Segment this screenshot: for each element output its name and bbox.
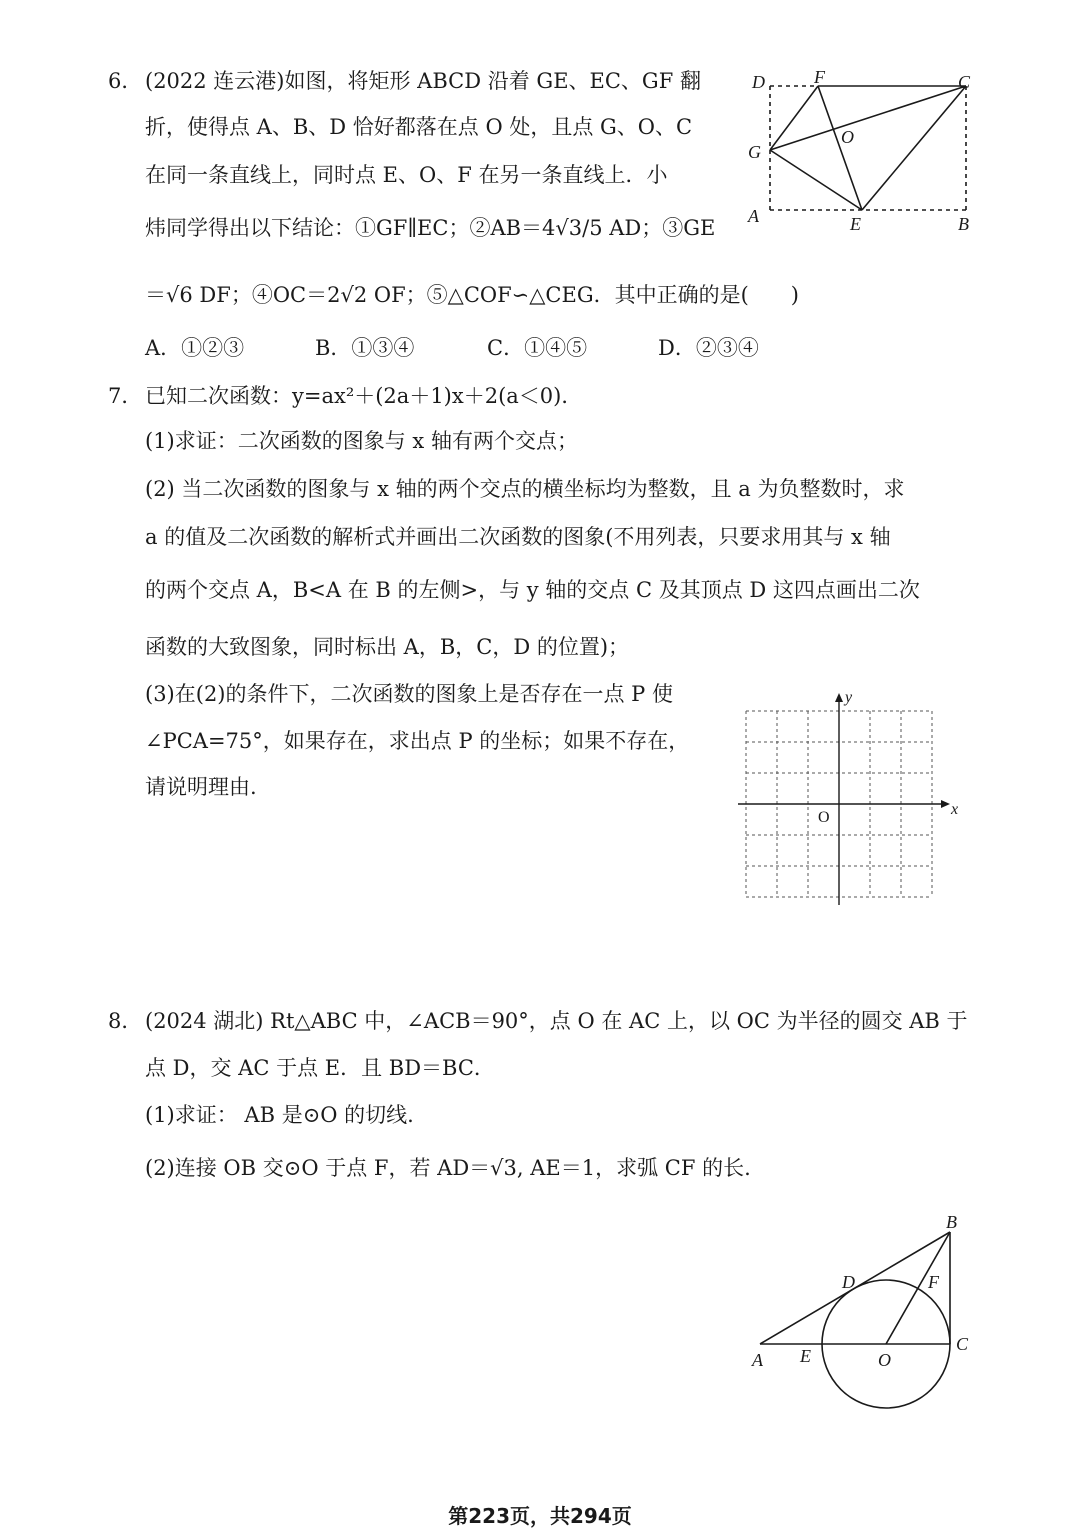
- q7-part3-line-2: ∠PCA=75°，如果存在，求出点 P 的坐标；如果不存在，: [145, 729, 690, 753]
- q8-number: 8．: [108, 1009, 143, 1033]
- q8-label-d: D: [842, 1272, 855, 1292]
- q7-part2-line-4: 函数的大致图象，同时标出 A，B，C，D 的位置)；: [145, 635, 630, 659]
- q7-part3-line-3: 请说明理由.: [145, 775, 257, 799]
- q8-label-a: A: [752, 1350, 763, 1370]
- q8-label-b: B: [946, 1212, 957, 1232]
- q7-stem: 已知二次函数：y=ax²＋(2a＋1)x＋2(a＜0)．: [145, 384, 583, 408]
- q6-option-c: C．①④⑤: [487, 336, 588, 360]
- q7-number: 7．: [108, 384, 143, 408]
- q6-label-o: O: [841, 127, 854, 147]
- q8-part2: (2)连接 OB 交⊙O 于点 F，若 AD＝√3, AE＝1，求弧 CF 的长.: [145, 1156, 751, 1180]
- q8-label-c: C: [956, 1334, 969, 1354]
- q7-part1: (1)求证：二次函数的图象与 x 轴有两个交点；: [145, 429, 578, 453]
- q6-number: 6．: [108, 69, 143, 93]
- q6-edge-ge: [770, 150, 862, 210]
- q8-label-o: O: [878, 1350, 891, 1370]
- q6-line-2: 折，使得点 A、B、D 恰好都落在点 O 处，且点 G、O、C: [145, 115, 693, 139]
- q7-y-label: y: [845, 689, 853, 706]
- q7-part3-line-1: (3)在(2)的条件下，二次函数的图象上是否存在一点 P 使: [145, 682, 673, 706]
- q8-segment-ab: [760, 1232, 950, 1344]
- q6-edge-ec: [862, 86, 966, 210]
- q6-label-d: D: [752, 72, 765, 92]
- q8-figure: [740, 1205, 980, 1445]
- q6-label-b: B: [958, 214, 969, 234]
- q6-figure: [740, 66, 1000, 236]
- q7-y-arrow: [835, 693, 843, 702]
- q6-line-4: 炜同学得出以下结论：①GF∥EC；②AB＝4√3/5 AD；③GE: [145, 216, 716, 240]
- page-footer: 第223页，共294页: [448, 1504, 632, 1528]
- q6-label-a: A: [748, 206, 759, 226]
- q6-edge-gc: [770, 86, 966, 150]
- q6-option-b: B．①③④: [315, 336, 415, 360]
- q6-line-5: ＝√6 DF；④OC＝2√2 OF；⑤△COF∽△CEG．其中正确的是( ): [145, 283, 799, 307]
- q6-label-f: F: [814, 67, 825, 87]
- q7-part2-line-3: 的两个交点 A，B<A 在 B 的左侧>，与 y 轴的交点 C 及其顶点 D 这四点画出二次: [145, 578, 920, 602]
- q6-option-a: A．①②③: [145, 336, 245, 360]
- q6-option-d: D．②③④: [658, 336, 759, 360]
- q7-part2-line-2: a 的值及二次函数的解析式并画出二次函数的图象(不用列表，只要求用其与 x 轴: [145, 525, 891, 549]
- q8-segment-ob: [886, 1232, 950, 1344]
- q8-label-f: F: [928, 1272, 939, 1292]
- q8-label-e: E: [800, 1346, 811, 1366]
- q6-label-c: C: [958, 72, 971, 92]
- q8-line-2: 点 D，交 AC 于点 E．且 BD＝BC．: [145, 1056, 495, 1080]
- q7-x-arrow: [941, 800, 950, 808]
- q6-edge-gf: [770, 86, 818, 150]
- q7-x-label: x: [951, 801, 959, 818]
- q8-line-1: (2024 湖北) Rt△ABC 中，∠ACB＝90°，点 O 在 AC 上，以 OC 为半径的圆交 AB 于: [145, 1009, 968, 1033]
- q6-label-g: G: [748, 142, 761, 162]
- q6-label-e: E: [850, 214, 861, 234]
- q6-line-3: 在同一条直线上，同时点 E、O、F 在另一条直线上．小: [145, 163, 668, 187]
- q6-line-1: (2022 连云港)如图，将矩形 ABCD 沿着 GE、EC、GF 翻: [145, 69, 701, 93]
- q7-coordinate-grid: [736, 688, 966, 908]
- q7-origin-label: O: [818, 809, 830, 826]
- q6-edge-fe: [818, 86, 862, 210]
- q8-part1: (1)求证： AB 是⊙O 的切线.: [145, 1103, 414, 1127]
- q7-part2-line-1: (2) 当二次函数的图象与 x 轴的两个交点的横坐标均为整数，且 a 为负整数时，求: [145, 477, 905, 501]
